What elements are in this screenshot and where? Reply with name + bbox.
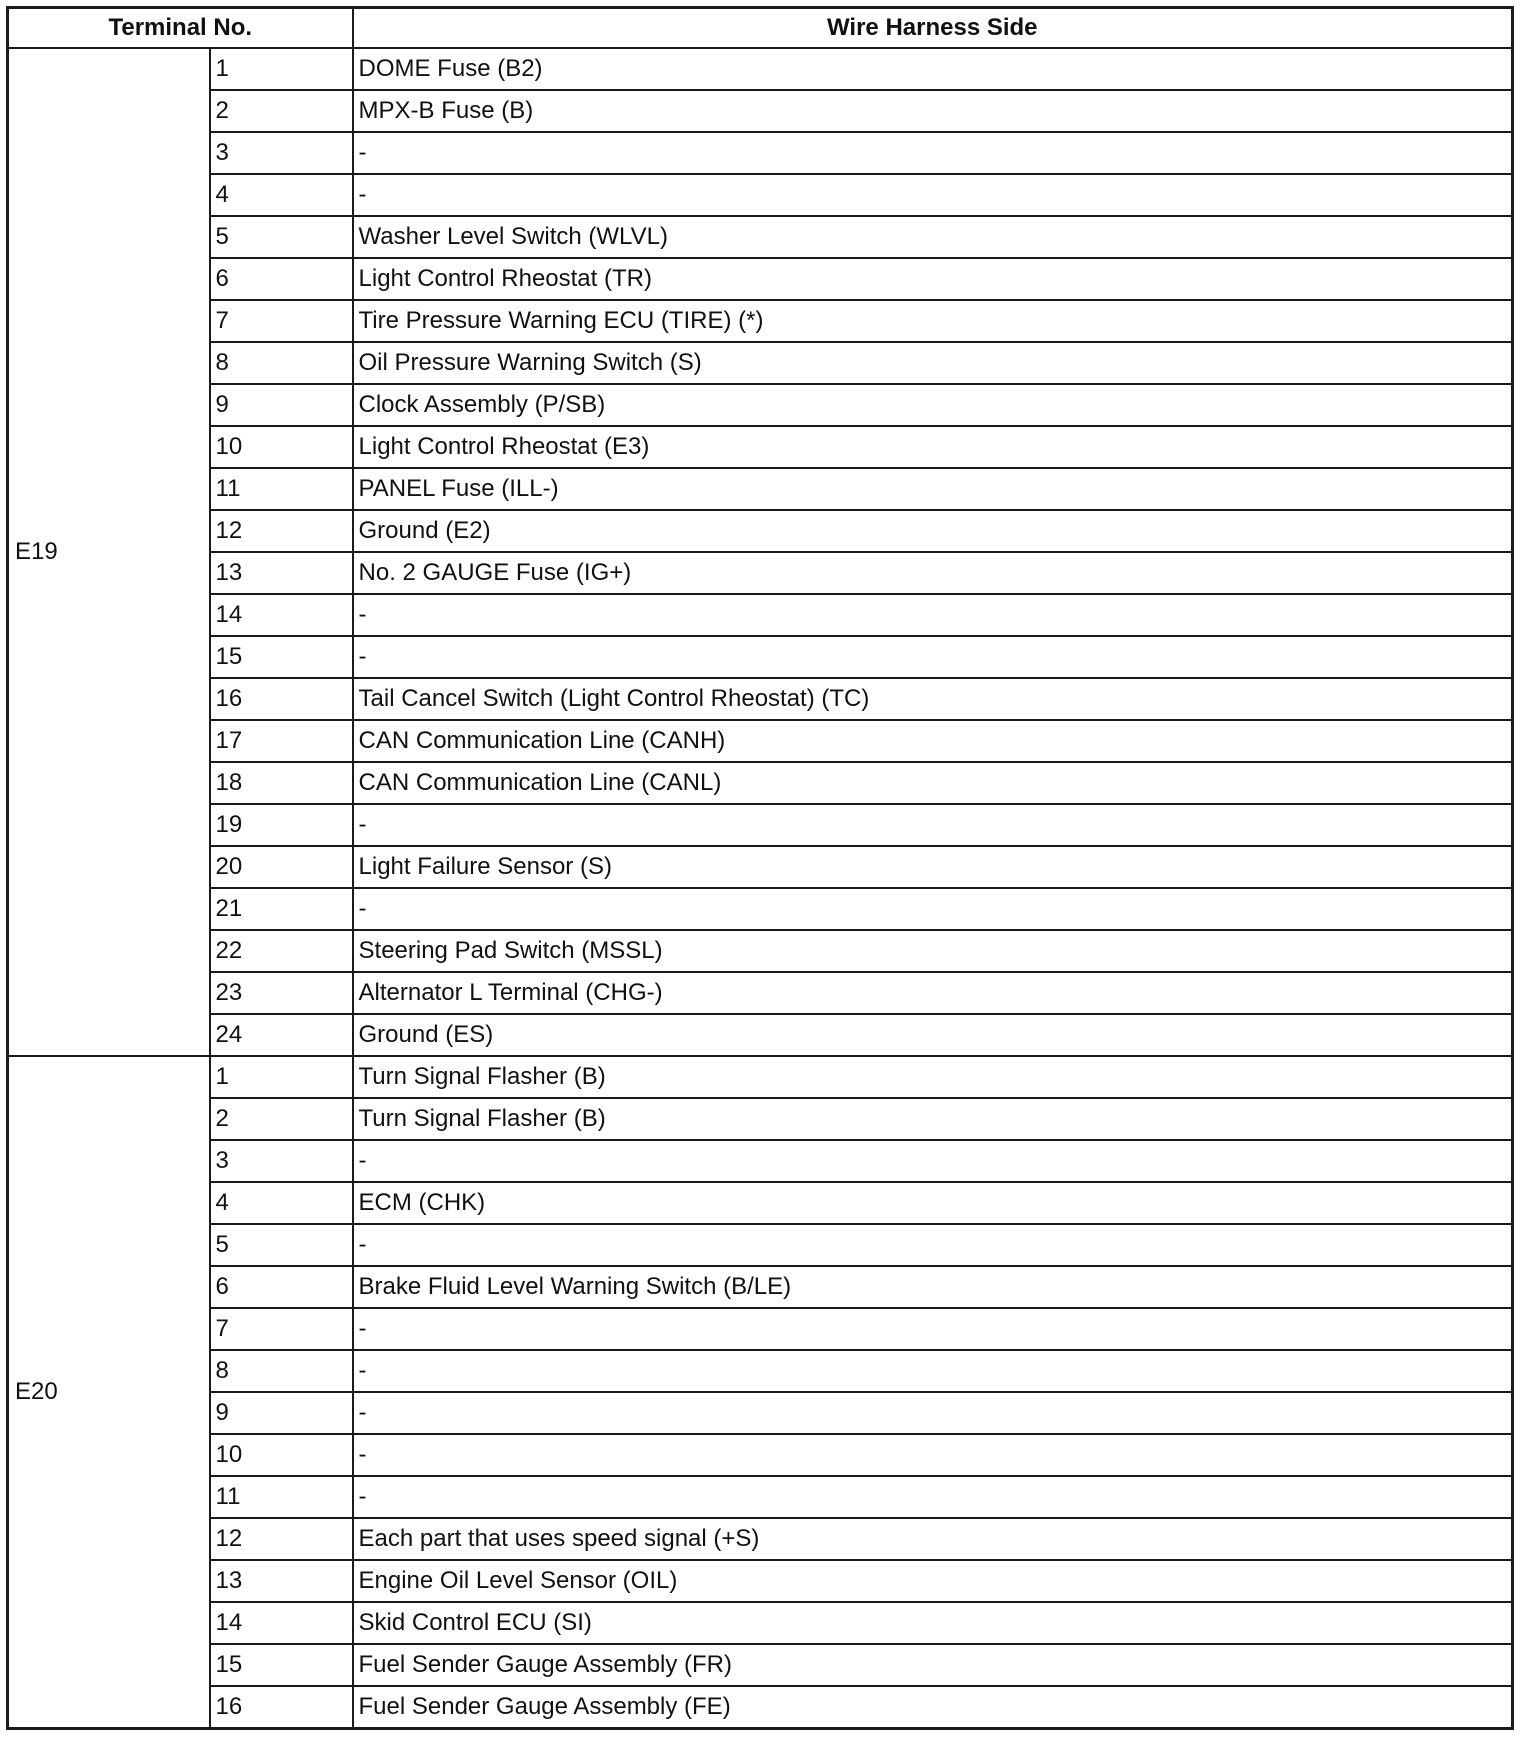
table-row [8, 1686, 1513, 1729]
terminal-pin: 1 [210, 48, 353, 90]
table-row [8, 1056, 1513, 1098]
wire-harness-description: DOME Fuse (B2) [353, 48, 1513, 90]
wire-harness-description: Light Control Rheostat (TR) [353, 258, 1513, 300]
table-row [8, 636, 1513, 678]
terminal-pin: 6 [210, 1266, 353, 1308]
table-row [8, 1434, 1513, 1476]
table-row [8, 1392, 1513, 1434]
wire-harness-description: - [353, 1392, 1513, 1434]
table-row [8, 216, 1513, 258]
table-row [8, 132, 1513, 174]
table-row [8, 258, 1513, 300]
table-row [8, 48, 1513, 90]
table-row [8, 426, 1513, 468]
terminal-pin: 8 [210, 342, 353, 384]
wire-harness-description: Ground (ES) [353, 1014, 1513, 1056]
wire-harness-description: Tire Pressure Warning ECU (TIRE) (*) [353, 300, 1513, 342]
header-row [8, 8, 1513, 49]
table-row [8, 888, 1513, 930]
wire-harness-description: Skid Control ECU (SI) [353, 1602, 1513, 1644]
terminal-pin: 13 [210, 552, 353, 594]
table-row [8, 1308, 1513, 1350]
terminal-pin: 7 [210, 1308, 353, 1350]
connector-id-e20: E20 [8, 1056, 210, 1729]
terminal-pin: 11 [210, 1476, 353, 1518]
table-row [8, 552, 1513, 594]
terminal-pin: 9 [210, 384, 353, 426]
connector-id-e19: E19 [8, 48, 210, 1056]
wire-harness-description: Turn Signal Flasher (B) [353, 1056, 1513, 1098]
terminal-pin: 2 [210, 1098, 353, 1140]
terminal-pin: 24 [210, 1014, 353, 1056]
table-row [8, 804, 1513, 846]
terminal-pin: 23 [210, 972, 353, 1014]
wire-harness-description: Light Control Rheostat (E3) [353, 426, 1513, 468]
terminal-pin: 16 [210, 678, 353, 720]
wire-harness-description: Ground (E2) [353, 510, 1513, 552]
terminal-pin: 2 [210, 90, 353, 132]
wire-harness-description: - [353, 804, 1513, 846]
terminal-pin: 6 [210, 258, 353, 300]
terminal-pin: 10 [210, 1434, 353, 1476]
wire-harness-description: - [353, 1224, 1513, 1266]
wire-harness-description: Brake Fluid Level Warning Switch (B/LE) [353, 1266, 1513, 1308]
terminal-pin: 1 [210, 1056, 353, 1098]
wire-harness-description: Tail Cancel Switch (Light Control Rheostat) (TC) [353, 678, 1513, 720]
terminal-pin: 15 [210, 636, 353, 678]
wire-harness-description: Light Failure Sensor (S) [353, 846, 1513, 888]
terminal-pin: 12 [210, 510, 353, 552]
terminal-pin: 5 [210, 1224, 353, 1266]
wire-harness-description: PANEL Fuse (ILL-) [353, 468, 1513, 510]
table-row [8, 1644, 1513, 1686]
table-row [8, 1476, 1513, 1518]
wire-harness-description: - [353, 1308, 1513, 1350]
table-row [8, 468, 1513, 510]
terminal-pin: 14 [210, 1602, 353, 1644]
wire-harness-description: - [353, 1434, 1513, 1476]
terminal-pin: 8 [210, 1350, 353, 1392]
table-row [8, 594, 1513, 636]
table-row [8, 384, 1513, 426]
table-row [8, 972, 1513, 1014]
wire-harness-description: Alternator L Terminal (CHG-) [353, 972, 1513, 1014]
wire-harness-description: - [353, 594, 1513, 636]
terminal-pin: 5 [210, 216, 353, 258]
header-wire-harness-side: Wire Harness Side [353, 8, 1513, 49]
table-row [8, 1602, 1513, 1644]
wire-harness-description: Washer Level Switch (WLVL) [353, 216, 1513, 258]
terminal-pin: 9 [210, 1392, 353, 1434]
table-row [8, 510, 1513, 552]
wire-harness-description: MPX-B Fuse (B) [353, 90, 1513, 132]
wire-harness-description: Engine Oil Level Sensor (OIL) [353, 1560, 1513, 1602]
wire-harness-description: CAN Communication Line (CANH) [353, 720, 1513, 762]
wire-harness-description: ECM (CHK) [353, 1182, 1513, 1224]
terminal-table [6, 6, 1514, 1730]
terminal-pin: 3 [210, 132, 353, 174]
table-row [8, 1560, 1513, 1602]
wire-harness-description: No. 2 GAUGE Fuse (IG+) [353, 552, 1513, 594]
wire-harness-description: Steering Pad Switch (MSSL) [353, 930, 1513, 972]
wire-harness-description: - [353, 636, 1513, 678]
terminal-pin: 16 [210, 1686, 353, 1729]
terminal-pin: 10 [210, 426, 353, 468]
table-row [8, 342, 1513, 384]
table-row [8, 1182, 1513, 1224]
wire-harness-description: - [353, 1350, 1513, 1392]
wire-harness-description: - [353, 888, 1513, 930]
table-row [8, 1350, 1513, 1392]
terminal-pin: 21 [210, 888, 353, 930]
wire-harness-description: Clock Assembly (P/SB) [353, 384, 1513, 426]
terminal-pin: 3 [210, 1140, 353, 1182]
wire-harness-description: Turn Signal Flasher (B) [353, 1098, 1513, 1140]
wire-harness-description: - [353, 1140, 1513, 1182]
terminal-pin: 15 [210, 1644, 353, 1686]
terminal-pin: 4 [210, 1182, 353, 1224]
table-row [8, 1518, 1513, 1560]
terminal-pin: 19 [210, 804, 353, 846]
terminal-pin: 14 [210, 594, 353, 636]
header-terminal-no: Terminal No. [8, 8, 353, 49]
table-row [8, 720, 1513, 762]
wire-harness-description: Fuel Sender Gauge Assembly (FE) [353, 1686, 1513, 1729]
terminal-pin: 22 [210, 930, 353, 972]
table-body [8, 48, 1513, 1729]
table-row [8, 90, 1513, 132]
terminal-pin: 4 [210, 174, 353, 216]
table-row [8, 846, 1513, 888]
wire-harness-description: Oil Pressure Warning Switch (S) [353, 342, 1513, 384]
table-row [8, 930, 1513, 972]
wire-harness-description: - [353, 132, 1513, 174]
table-row [8, 1224, 1513, 1266]
terminal-pin: 11 [210, 468, 353, 510]
terminal-pin: 13 [210, 1560, 353, 1602]
wire-harness-description: Fuel Sender Gauge Assembly (FR) [353, 1644, 1513, 1686]
wire-harness-description: CAN Communication Line (CANL) [353, 762, 1513, 804]
wire-harness-description: - [353, 1476, 1513, 1518]
table-row [8, 678, 1513, 720]
table-row [8, 1266, 1513, 1308]
wire-harness-description: Each part that uses speed signal (+S) [353, 1518, 1513, 1560]
terminal-pin: 12 [210, 1518, 353, 1560]
terminal-pin: 18 [210, 762, 353, 804]
table-row [8, 1014, 1513, 1056]
terminal-pin: 7 [210, 300, 353, 342]
table-row [8, 762, 1513, 804]
table-row [8, 1140, 1513, 1182]
terminal-pin: 17 [210, 720, 353, 762]
table-row [8, 300, 1513, 342]
terminal-pin: 20 [210, 846, 353, 888]
table-row [8, 1098, 1513, 1140]
wire-harness-description: - [353, 174, 1513, 216]
table-row [8, 174, 1513, 216]
